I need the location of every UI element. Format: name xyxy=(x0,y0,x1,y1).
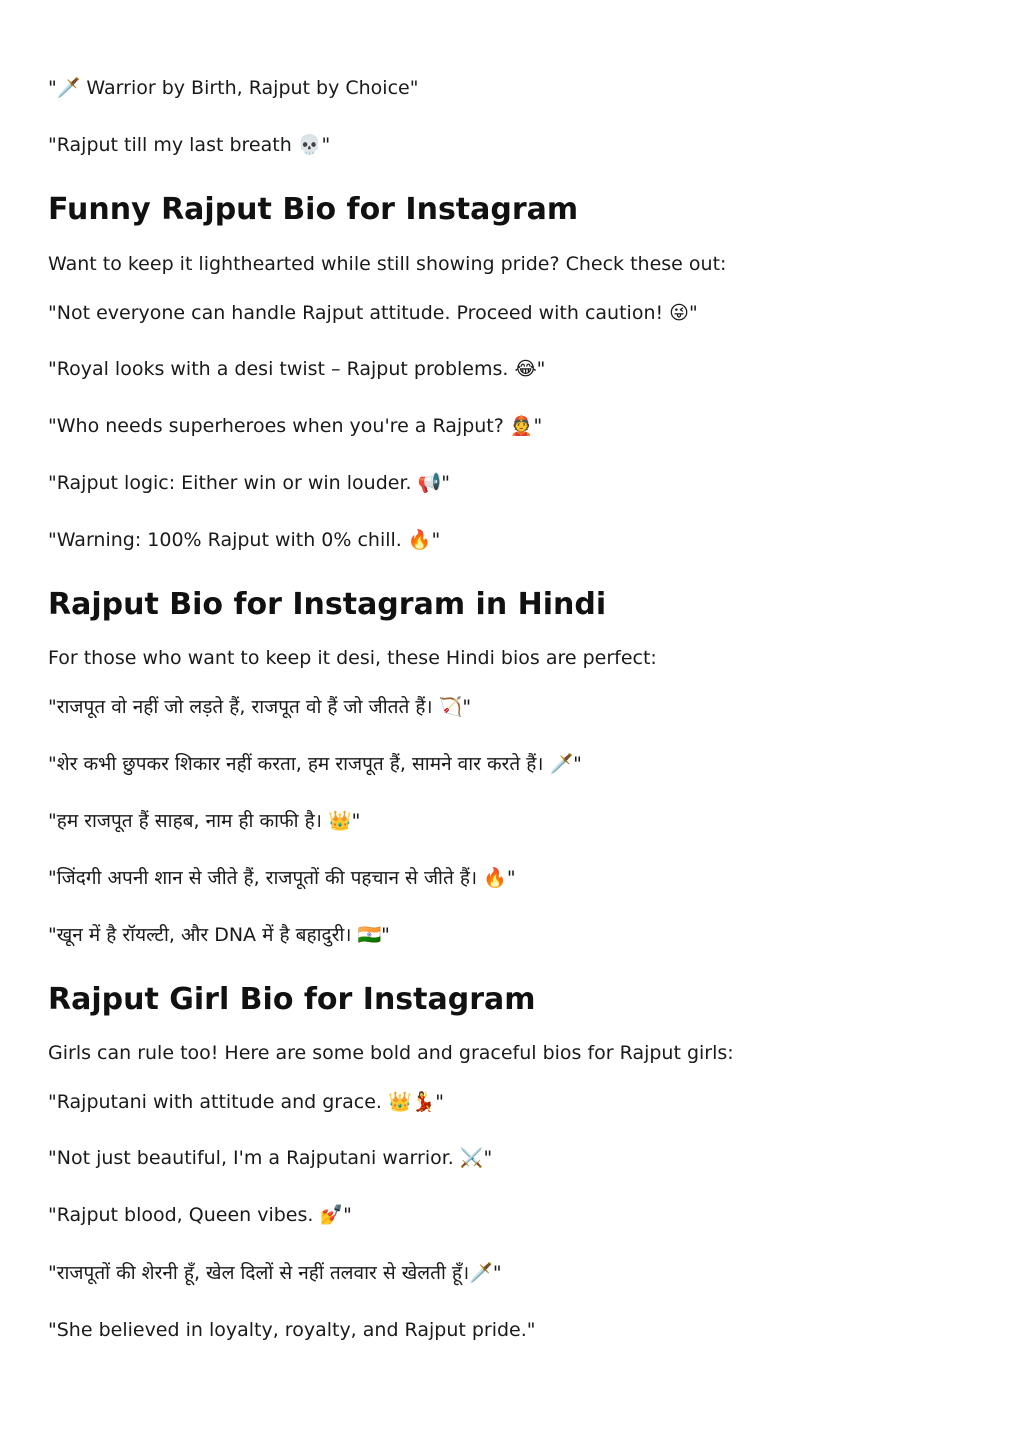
quote-hindi-1: "राजपूत वो नहीं जो लड़ते हैं, राजपूत वो हैं जो जीतते हैं। 🏹" xyxy=(48,696,472,718)
quote-funny-3: "Who needs superheroes when you're a Rajput? 👲" xyxy=(48,415,543,437)
quote-funny-2: "Royal looks with a desi twist – Rajput problems. 😂" xyxy=(48,358,546,380)
quote-funny-1: "Not everyone can handle Rajput attitude. Proceed with caution! 😜" xyxy=(48,302,698,324)
intro-funny-bio: Want to keep it lighthearted while still showing pride? Check these out: xyxy=(48,253,727,275)
quote-girl-4: "राजपूतों की शेरनी हूँ, खेल दिलों से नहीं तलवार से खेलती हूँ।🗡️" xyxy=(48,1262,502,1284)
quote-hindi-5: "खून में है रॉयल्टी, और DNA में है बहादुरी। 🇮🇳" xyxy=(48,924,390,946)
quote-last-breath: "Rajput till my last breath 💀" xyxy=(48,134,331,156)
intro-hindi-bio: For those who want to keep it desi, these Hindi bios are perfect: xyxy=(48,647,657,669)
quote-funny-4: "Rajput logic: Either win or win louder. 📢" xyxy=(48,472,450,494)
quote-hindi-2: "शेर कभी छुपकर शिकार नहीं करता, हम राजपूत हैं, सामने वार करते हैं। 🗡️" xyxy=(48,753,582,775)
intro-girl-bio: Girls can rule too! Here are some bold and graceful bios for Rajput girls: xyxy=(48,1042,734,1064)
quote-girl-2: "Not just beautiful, I'm a Rajputani warrior. ⚔️" xyxy=(48,1147,493,1169)
heading-funny-bio: Funny Rajput Bio for Instagram xyxy=(48,192,579,227)
quote-girl-1: "Rajputani with attitude and grace. 👑💃" xyxy=(48,1091,445,1113)
quote-girl-5: "She believed in loyalty, royalty, and Rajput pride." xyxy=(48,1319,536,1341)
quote-hindi-3: "हम राजपूत हैं साहब, नाम ही काफी है। 👑" xyxy=(48,810,361,832)
quote-girl-3: "Rajput blood, Queen vibes. 💅" xyxy=(48,1204,352,1226)
quote-hindi-4: "जिंदगी अपनी शान से जीते हैं, राजपूतों की पहचान से जीते हैं। 🔥" xyxy=(48,867,516,889)
heading-hindi-bio: Rajput Bio for Instagram in Hindi xyxy=(48,587,607,622)
heading-girl-bio: Rajput Girl Bio for Instagram xyxy=(48,982,536,1017)
quote-funny-5: "Warning: 100% Rajput with 0% chill. 🔥" xyxy=(48,529,441,551)
quote-warrior-by-birth: "🗡️ Warrior by Birth, Rajput by Choice" xyxy=(48,77,419,99)
